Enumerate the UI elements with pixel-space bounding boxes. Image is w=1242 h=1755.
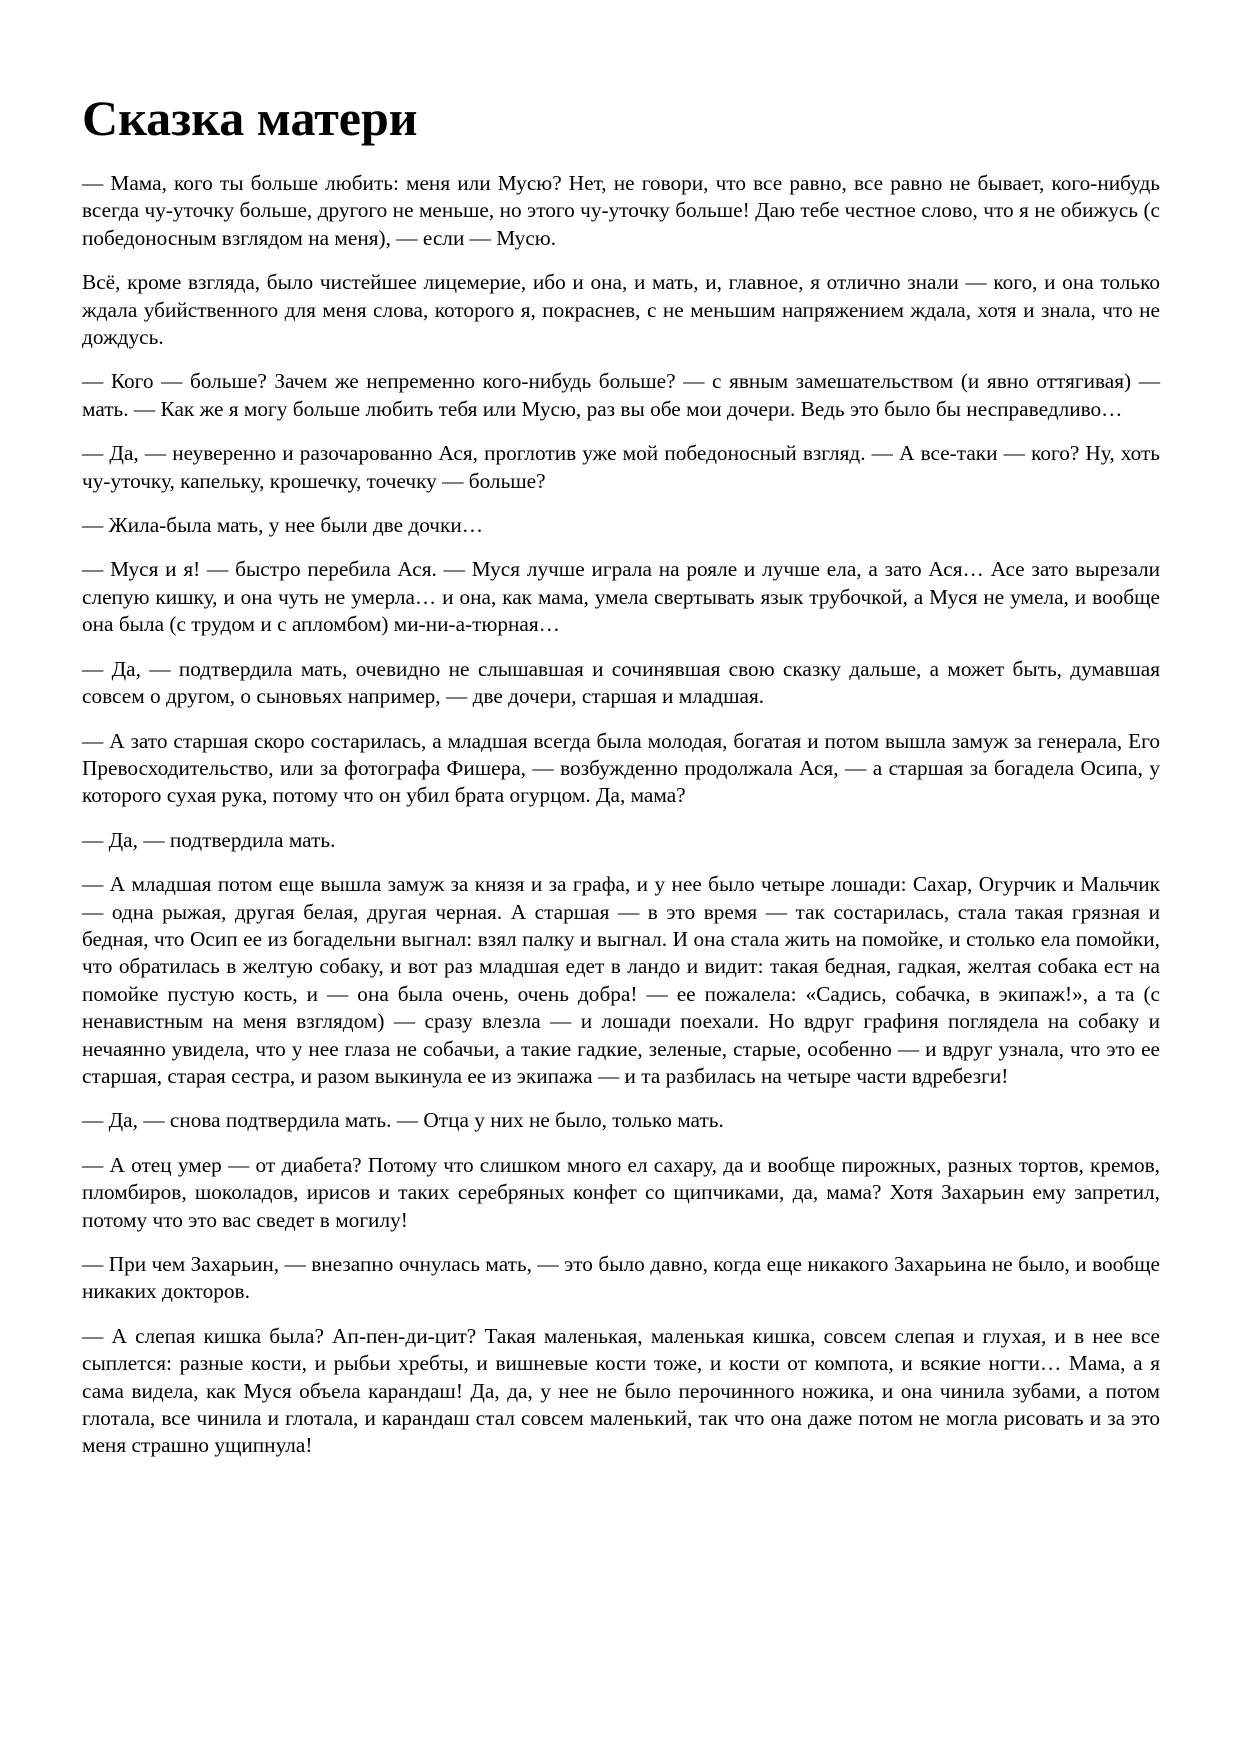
paragraph: — Мама, кого ты больше любить: меня или Мусю? Нет, не говори, что все равно, все равно не бывает, кого-нибудь всегда чу-уточку больше, другого не меньше, но этого чу-уточку больше! Даю тебе честное слово, что я не обижусь (с победоносным взглядом на меня), — если — Мусю. bbox=[82, 171, 1160, 250]
paragraph: — А отец умер — от диабета? Потому что слишком много ел сахару, да и вообще пирожных, разных тортов, кремов, пломбиров, шоколадов, ирисов и таких серебряных конфет со щипчиками, да, мама? Хотя Захарьин ему запретил, потому что это вас сведет в могилу! bbox=[82, 1152, 1160, 1232]
document-page bbox=[82, 88, 1160, 1477]
paragraph: — А младшая потом еще вышла замуж за князя и за графа, и у нее было четыре лошади: Сахар, Огурчик и Мальчик — одна рыжая, другая белая, другая черная. А старшая — в это время — так состарилась, стала такая грязная и бедная, что Осип ее из богадельни выгнал: взял палку и выгнал. И она стала жить на помойке, и столько ела помойки, что обратилась в желтую собаку, и вот раз младшая едет в ландо и видит: такая бедная, гадкая, желтая собака ест на помойке пустую кость, и — она была очень, очень добра! — ее пожалела: «Садись, собачка, в экипаж!», а та (с ненавистным на меня взглядом) — сразу влезла — и лошади поехали. Но вдруг графиня поглядела на собаку и нечаянно увидела, что у нее глаза не собачьи, а такие гадкие, зеленые, старые, особенно — и вдруг узнала, что это ее старшая, старая сестра, и разом выкинула ее из экипажа — и та разбилась на четыре части вдребезги! bbox=[82, 872, 1160, 1088]
paragraph: — Да, — подтвердила мать, очевидно не слышавшая и сочинявшая свою сказку дальше, а может быть, думавшая совсем о другом, о сыновьях например, — две дочери, старшая и младшая. bbox=[82, 656, 1160, 709]
paragraph: — Да, — подтвердила мать. bbox=[82, 827, 336, 852]
paragraph: — Жила-была мать, у нее были две дочки… bbox=[82, 513, 484, 538]
paragraph: — Да, — неуверенно и разочарованно Ася, проглотив уже мой победоносный взгляд. — А все-таки — кого? Ну, хоть чу-уточку, капельку, крошечку, точечку — больше? bbox=[82, 441, 1160, 493]
paragraph: — А зато старшая скоро состарилась, а младшая всегда была молодая, богатая и потом вышла замуж за генерала, Его Превосходительство, или за фотографа Фишера, — возбужденно продолжала Ася, — а старшая за богадела Осипа, у которого сухая рука, потому что он убил брата огурцом. Да, мама? bbox=[82, 728, 1160, 808]
paragraph: Всё, кроме взгляда, было чистейшее лицемерие, ибо и она, и мать, и, главное, я отлично знали — кого, и она только ждала убийственного для меня слова, которого я, покраснев, с не меньшим напряжением ждала, хотя и знала, что не дождусь. bbox=[82, 270, 1160, 350]
paragraph: — При чем Захарьин, — внезапно очнулась мать, — это было давно, когда еще никакого Захарьина не было, и вообще никаких докторов. bbox=[82, 1252, 1160, 1304]
paragraph: — Кого — больше? Зачем же непременно кого-нибудь больше? — с явным замешательством (и явно оттягивая) — мать. — Как же я могу больше любить тебя или Мусю, раз вы обе мои дочери. Ведь это было бы несправедливо… bbox=[82, 369, 1160, 421]
document-title: Сказка матери bbox=[82, 90, 418, 146]
paragraph: — Муся и я! — быстро перебила Ася. — Муся лучше играла на рояле и лучше ела, а зато Ася… Асе зато вырезали слепую кишку, и она чуть не умерла… и она, как мама, умела свертывать язык трубочкой, а Муся не умела, и вообще она была (с трудом и с апломбом) ми-ни-а-тюрная… bbox=[82, 557, 1160, 637]
paragraph: — Да, — снова подтвердила мать. — Отца у них не было, только мать. bbox=[82, 1108, 724, 1133]
paragraph: — А слепая кишка была? Ап-пен-ди-цит? Такая маленькая, маленькая кишка, совсем слепая и глухая, и в нее все сыплется: разные кости, и рыбьи хребты, и вишневые кости тоже, и кости от компота, и всякие ногти… Мама, а я сама видела, как Муся объела карандаш! Да, да, у нее не было перочинного ножика, и она чинила зубами, а потом глотала, все чинила и глотала, и карандаш стал совсем маленький, так что она даже потом не могла рисовать и за это меня страшно ущипнула! bbox=[82, 1323, 1160, 1458]
